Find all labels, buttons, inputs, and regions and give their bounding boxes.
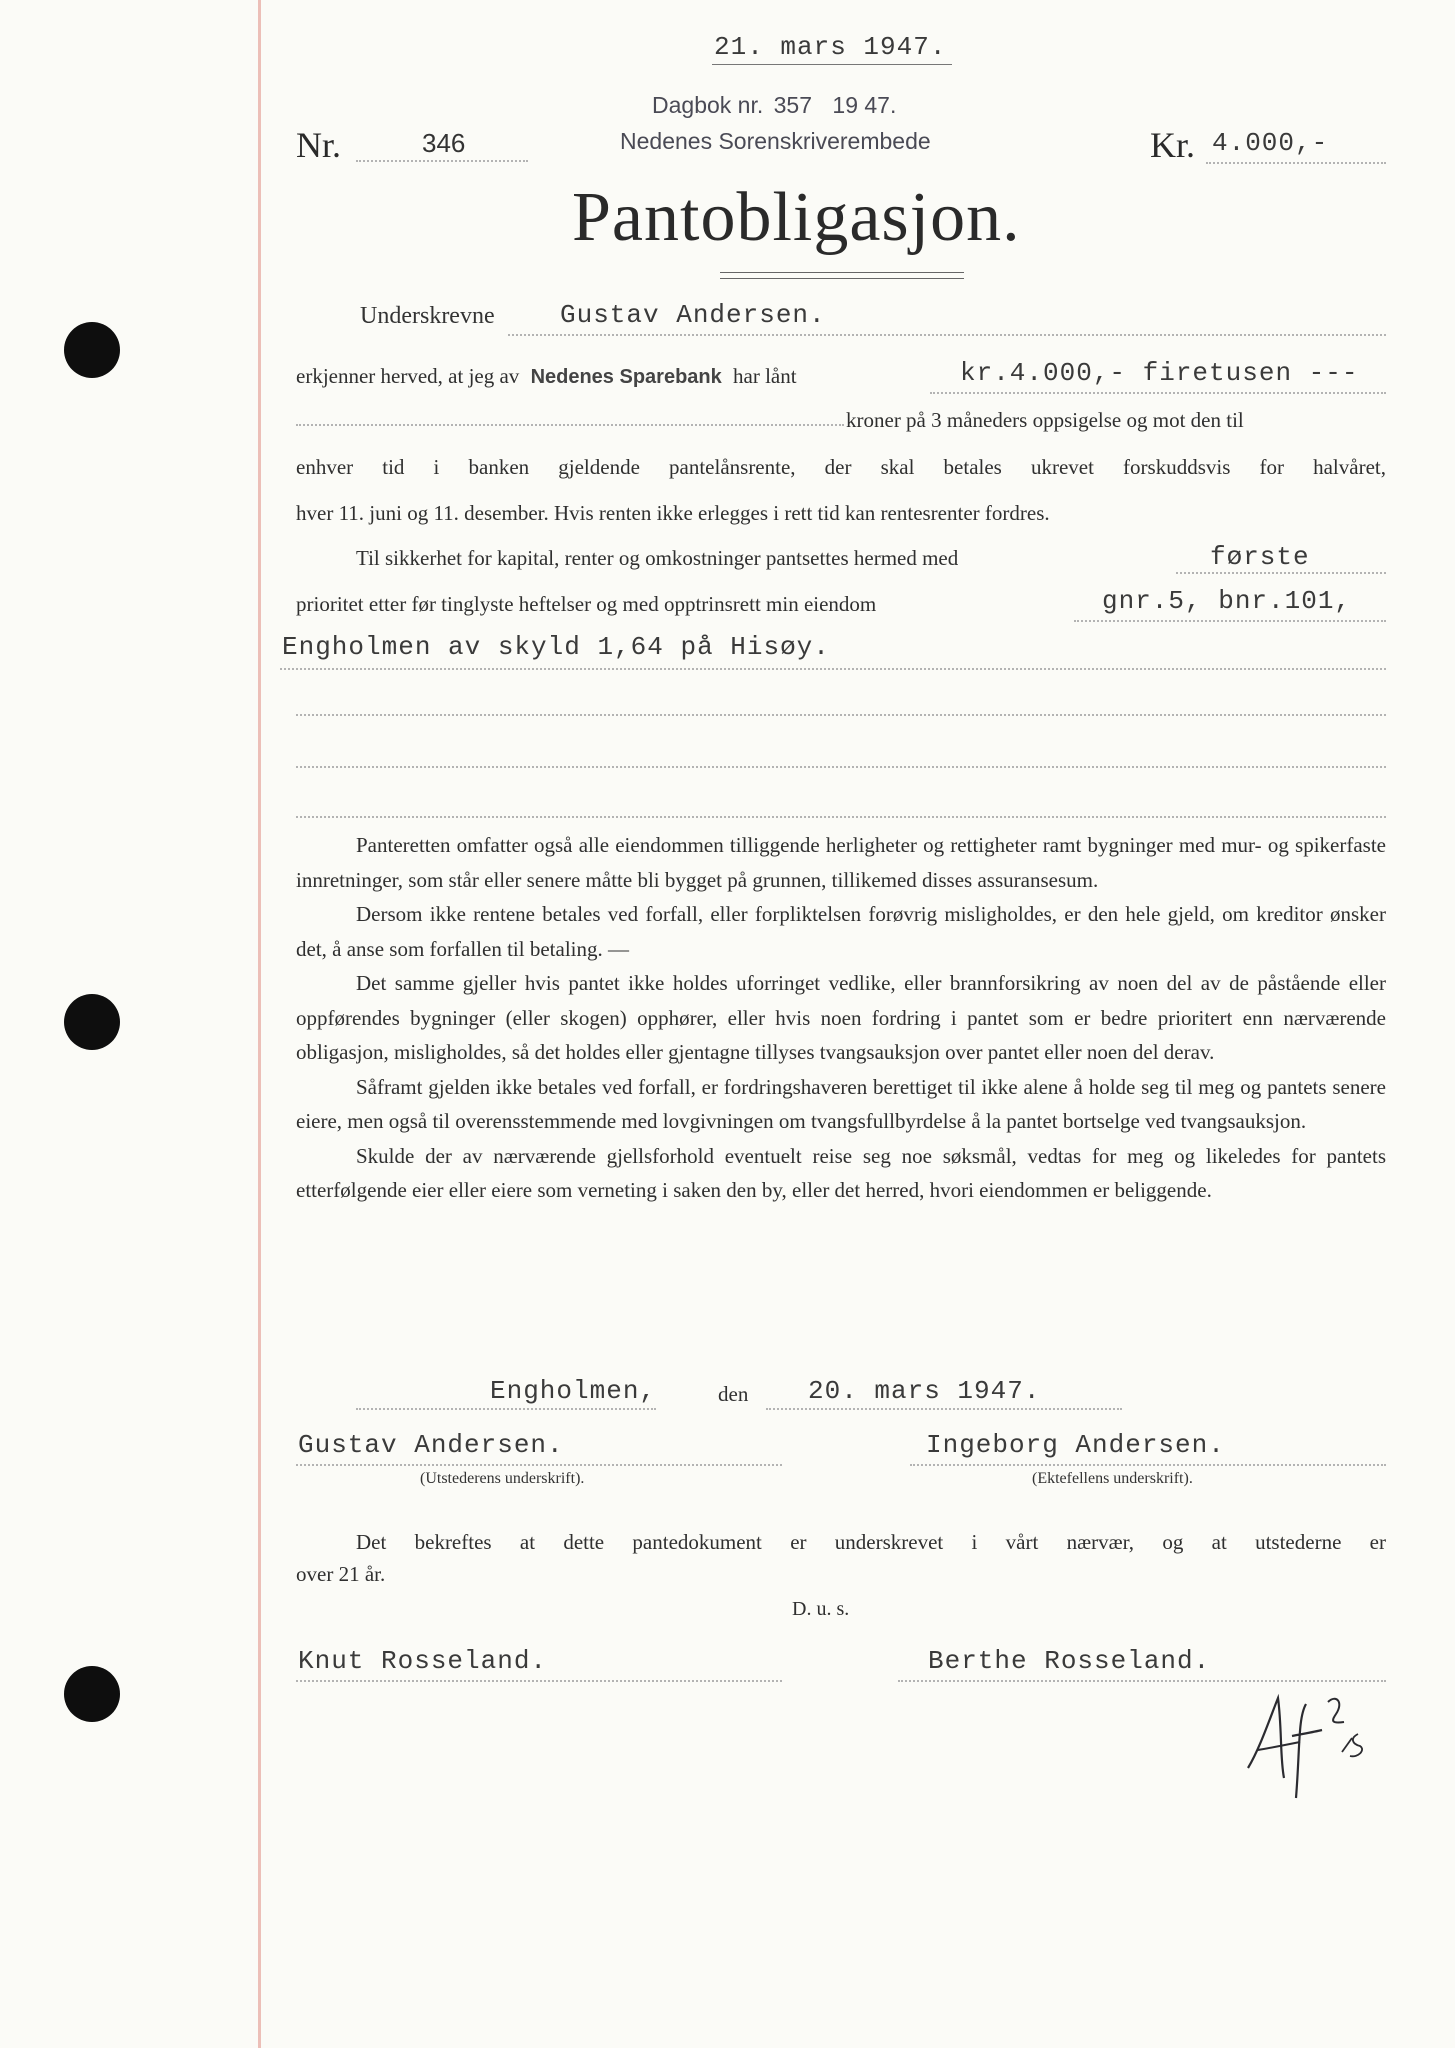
terms-blank-field [296,398,844,426]
date-stamp: 21. mars 1947. [714,32,947,62]
issuer-caption: (Utstederens underskrift). [420,1470,585,1487]
clauses [296,828,1386,1208]
document-title: Pantobligasjon. [572,179,1021,256]
terms-line-2: enhver tid i banken gjeldende pantelånsrente, der skal betales ukrevet forskuddsvis for halvåret, [296,455,1386,479]
margin-line [258,0,261,2048]
dus: D. u. s. [792,1598,850,1620]
property-line-2: Engholmen av skyld 1,64 på Hisøy. [282,632,830,662]
punch-hole-bottom [64,1666,120,1722]
blank-line-3 [296,792,1386,818]
nr-label: Nr. [296,125,341,165]
spouse-name: Ingeborg Andersen. [926,1430,1225,1460]
office-stamp: Nedenes Sorenskriverembede [620,128,931,154]
property-field [1074,586,1386,622]
date-field [766,1376,1122,1410]
terms-line-3: hver 11. juni og 11. desember. Hvis renten ikke erlegges i rett tid kan rentesrenter fordres. [296,501,1050,525]
place-field [356,1376,656,1410]
blank-line-2 [296,742,1386,768]
den-label: den [718,1382,749,1406]
loan-line [296,364,797,389]
spouse-signature-line [910,1430,1386,1466]
property-typed: gnr.5, bnr.101, [1102,586,1352,616]
loan-has-borrowed: har lånt [733,364,797,388]
terms-line-1: kroner på 3 måneders oppsigelse og mot den til [846,408,1244,432]
spouse-caption: (Ektefellens underskrift). [1032,1470,1193,1487]
title-rule-bottom [720,278,964,279]
witness-statement-line-1: Det bekreftes at dette pantedokument er underskrevet i vårt nærvær, og at utstederne er [356,1530,1386,1554]
loan-lead: erkjenner herved, at jeg av [296,364,520,388]
title-rule-top [720,272,964,273]
priority-typed: første [1210,542,1310,572]
date-stamp-underline [712,64,952,65]
bank-name: Nedenes Sparebank [530,366,722,388]
amount-label: Kr. [1150,125,1195,165]
punch-hole-middle [64,994,120,1050]
undersigned-field [508,300,1386,336]
amount-value: 4.000,- [1212,128,1329,158]
security-line-2: prioritet etter før tinglyste heftelser og med opptrinsrett min eiendom [296,592,877,616]
dagbok-stamp [652,92,896,119]
loan-amount-typed: kr.4.000,- firetusen --- [960,358,1359,388]
nr-value: 346 [422,128,466,158]
property-field-2 [280,632,1386,670]
dagbok-year: 19 47. [832,92,897,118]
blank-line-1 [296,690,1386,716]
dagbok-label: Dagbok nr. [652,92,764,118]
clause-5: Skulde der av nærværende gjellsforhold eventuelt reise seg noe søksmål, vedtas for meg og likeledes for pantets etterfølgende eier eller eiere som verneting i saken den by, eller det herred, hvori eiendommen er beliggende. [296,1143,1386,1202]
signing-date: 20. mars 1947. [808,1376,1041,1406]
witness-2-name: Berthe Rosseland. [928,1646,1211,1676]
clause-2: Dersom ikke rentene betales ved forfall, eller forpliktelsen forøvrig misligholdes, er den hele gjeld, om kreditor ønsker det, å anse som forfallen til betaling. — [296,902,1386,961]
amount-field [1206,128,1386,164]
witness-2-line [898,1646,1386,1682]
dagbok-number: 357 [773,92,813,118]
clause-4: Såframt gjelden ikke betales ved forfall, er fordringshaveren berettiget til ikke alene å holde seg til meg og pantets senere eiere, men også til overensstemmende med lovgivningen om tvangsfullbyrdelse å la pantet bortselge ved tvangsauksjon. [296,1074,1386,1133]
loan-amount-field [930,358,1386,394]
issuer-name: Gustav Andersen. [298,1430,564,1460]
issuer-signature-line [296,1430,782,1466]
punch-hole-top [64,322,120,378]
undersigned-label: Underskrevne [360,303,495,329]
clause-1: Panteretten omfatter også alle eiendommen tilliggende herligheter og rettigheter ramt bygninger med mur- og spikerfaste innretninger, som står eller senere måtte bli bygget på grunnen, tillikemed disses assuransesum. [296,833,1386,892]
priority-field [1176,542,1386,574]
witness-1-name: Knut Rosseland. [298,1646,548,1676]
place: Engholmen, [490,1376,657,1406]
clause-3: Det samme gjeller hvis pantet ikke holdes uforringet vedlike, eller brannforsikring av noen del av de påstående eller oppførendes bygninger (eller skogen) opphører, eller hvis noen fordring i pantet som er bedre prioritert enn nærværende obligasjon, misligholdes, så det holdes eller gjentagne tillyses tvangsauksjon over pantet eller noen del derav. [296,971,1386,1064]
handwritten-initials [1240,1678,1380,1808]
witness-1-line [296,1646,782,1682]
undersigned-name: Gustav Andersen. [560,300,826,330]
nr-field [356,128,528,162]
security-line-1: Til sikkerhet for kapital, renter og omkostninger pantsettes hermed med [356,546,959,570]
witness-statement-line-2: over 21 år. [296,1562,386,1586]
